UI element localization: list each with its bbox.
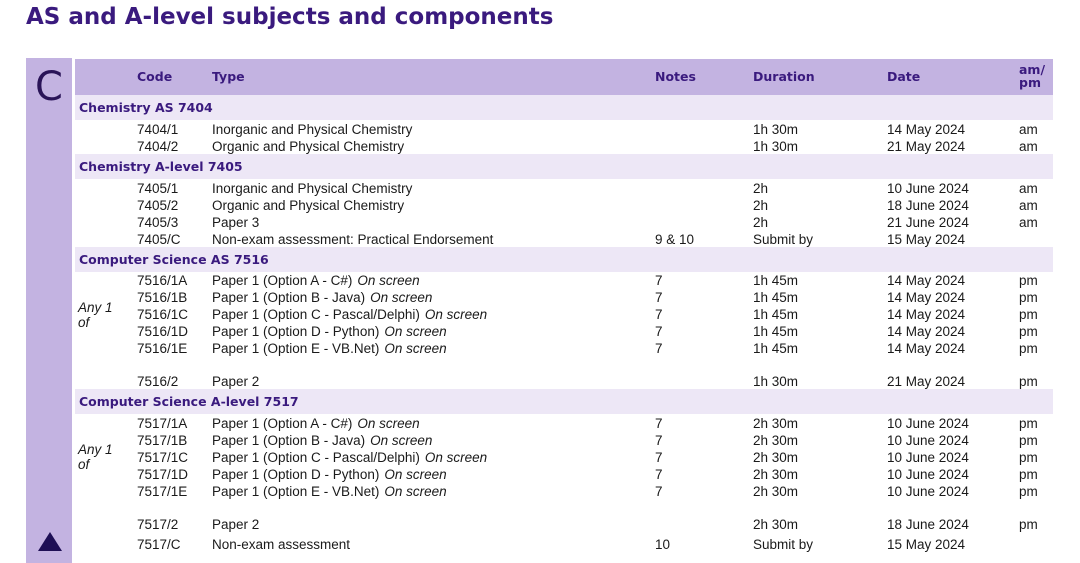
cell-type-text: Paper 1 (Option E - VB.Net) [212, 484, 380, 499]
cell-duration: 1h 45m [753, 273, 799, 288]
cell-date: 14 May 2024 [887, 290, 966, 305]
cell-date: 18 June 2024 [887, 198, 969, 213]
cell-type [212, 415, 420, 432]
cell-ampm: pm [1019, 433, 1038, 448]
table-row [75, 373, 1053, 390]
cell-code: 7405/1 [137, 181, 179, 196]
cell-type [212, 306, 487, 323]
cell-duration: 2h 30m [753, 517, 799, 532]
any-of-line1: Any 1 [78, 300, 113, 315]
cell-ampm: am [1019, 181, 1038, 196]
cell-notes: 7 [655, 433, 663, 448]
cell-duration: 1h 45m [753, 341, 799, 356]
cell-duration: 2h 30m [753, 450, 799, 465]
table-row [75, 138, 1053, 155]
header-ampm [1019, 63, 1045, 89]
section-title: Chemistry AS 7404 [79, 100, 213, 115]
cell-date: 10 June 2024 [887, 484, 969, 499]
cell-type [212, 449, 487, 466]
cell-notes: 7 [655, 484, 663, 499]
cell-code: 7516/1E [137, 341, 188, 356]
table-row [75, 272, 1053, 289]
cell-code: 7516/1D [137, 324, 189, 339]
table-row [75, 323, 1053, 340]
on-screen-label: On screen [424, 450, 488, 465]
cell-duration: 1h 30m [753, 374, 799, 389]
cell-type [212, 340, 447, 357]
table-row [75, 340, 1053, 357]
cell-date: 14 May 2024 [887, 324, 966, 339]
cell-type: Non-exam assessment: Practical Endorsement [212, 232, 494, 247]
cell-type [212, 483, 447, 500]
on-screen-label: On screen [384, 484, 447, 499]
cell-code: 7516/2 [137, 374, 179, 389]
section-header [75, 389, 1053, 414]
cell-ampm: am [1019, 215, 1038, 230]
header-type: Type [212, 69, 245, 84]
on-screen-label: On screen [424, 307, 488, 322]
cell-type: Non-exam assessment [212, 537, 351, 552]
cell-code: 7404/1 [137, 122, 179, 137]
cell-date: 18 June 2024 [887, 517, 969, 532]
table-header [75, 59, 1053, 95]
on-screen-label: On screen [357, 273, 420, 288]
cell-code: 7517/2 [137, 517, 179, 532]
cell-duration: Submit by [753, 537, 814, 552]
cell-type [212, 466, 447, 483]
cell-date: 21 June 2024 [887, 215, 969, 230]
header-code: Code [137, 69, 173, 84]
cell-duration: 1h 30m [753, 139, 799, 154]
cell-code: 7517/1A [137, 416, 188, 431]
cell-duration: 1h 45m [753, 307, 799, 322]
cell-ampm: pm [1019, 484, 1038, 499]
cell-code: 7404/2 [137, 139, 179, 154]
table-row [75, 483, 1053, 500]
cell-type: Paper 3 [212, 215, 260, 230]
cell-ampm: pm [1019, 517, 1038, 532]
table-row [75, 536, 1053, 553]
cell-date: 21 May 2024 [887, 139, 966, 154]
cell-code: 7516/1A [137, 273, 188, 288]
cell-date: 15 May 2024 [887, 232, 966, 247]
cell-date: 10 June 2024 [887, 181, 969, 196]
cell-ampm: pm [1019, 416, 1038, 431]
any-of-line2: of [78, 457, 90, 472]
cell-date: 14 May 2024 [887, 307, 966, 322]
cell-date: 15 May 2024 [887, 537, 966, 552]
cell-date: 10 June 2024 [887, 433, 969, 448]
cell-code: 7405/C [137, 232, 181, 247]
cell-type: Organic and Physical Chemistry [212, 139, 405, 154]
cell-type-text: Paper 1 (Option B - Java) [212, 290, 366, 305]
cell-date: 14 May 2024 [887, 273, 966, 288]
cell-type [212, 272, 420, 289]
table-row [75, 415, 1053, 432]
cell-ampm: pm [1019, 273, 1038, 288]
cell-type: Inorganic and Physical Chemistry [212, 181, 413, 196]
on-screen-label: On screen [357, 416, 420, 431]
on-screen-label: On screen [384, 467, 447, 482]
on-screen-label: On screen [384, 341, 447, 356]
cell-type-text: Paper 1 (Option C - Pascal/Delphi) [212, 450, 420, 465]
section-header [75, 154, 1053, 179]
cell-ampm: pm [1019, 324, 1038, 339]
letter-index-tab [26, 58, 72, 563]
page-title: AS and A-level subjects and components [26, 4, 554, 30]
cell-type-text: Paper 1 (Option B - Java) [212, 433, 366, 448]
header-ampm-line2: pm [1019, 75, 1041, 90]
cell-code: 7516/1C [137, 307, 189, 322]
cell-notes: 7 [655, 290, 663, 305]
cell-duration: 2h 30m [753, 433, 799, 448]
table-row [75, 121, 1053, 138]
index-letter: C [35, 64, 63, 110]
cell-duration: 1h 45m [753, 324, 799, 339]
cell-type: Paper 2 [212, 517, 260, 532]
header-notes: Notes [655, 69, 696, 84]
cell-duration: 1h 30m [753, 122, 799, 137]
cell-duration: 2h 30m [753, 416, 799, 431]
cell-ampm: pm [1019, 307, 1038, 322]
cell-code: 7517/1C [137, 450, 189, 465]
cell-ampm: pm [1019, 341, 1038, 356]
cell-notes: 7 [655, 416, 663, 431]
cell-ampm: pm [1019, 467, 1038, 482]
cell-date: 14 May 2024 [887, 122, 966, 137]
cell-code: 7405/2 [137, 198, 179, 213]
cell-ampm: am [1019, 122, 1038, 137]
cell-notes: 10 [655, 537, 671, 552]
section-title: Computer Science AS 7516 [79, 252, 269, 267]
back-to-top-icon[interactable] [38, 532, 62, 551]
any-of-line2: of [78, 315, 90, 330]
cell-type [212, 289, 432, 306]
table-row [75, 289, 1053, 306]
cell-notes: 7 [655, 273, 663, 288]
cell-code: 7516/1B [137, 290, 188, 305]
table-row [75, 432, 1053, 449]
cell-code: 7405/3 [137, 215, 179, 230]
cell-ampm: am [1019, 198, 1038, 213]
any-one-of-note [78, 300, 113, 330]
cell-notes: 9 & 10 [655, 232, 695, 247]
header-duration: Duration [753, 69, 815, 84]
cell-duration: 2h [753, 198, 769, 213]
section-header [75, 247, 1053, 272]
cell-date: 10 June 2024 [887, 450, 969, 465]
cell-type: Organic and Physical Chemistry [212, 198, 405, 213]
cell-type: Inorganic and Physical Chemistry [212, 122, 413, 137]
cell-type-text: Paper 1 (Option A - C#) [212, 416, 353, 431]
cell-date: 14 May 2024 [887, 341, 966, 356]
cell-type-text: Paper 1 (Option D - Python) [212, 467, 380, 482]
cell-duration: 2h 30m [753, 484, 799, 499]
any-of-line1: Any 1 [78, 442, 113, 457]
cell-type-text: Paper 1 (Option E - VB.Net) [212, 341, 380, 356]
table-row [75, 197, 1053, 214]
table-row [75, 306, 1053, 323]
cell-notes: 7 [655, 307, 663, 322]
cell-code: 7517/1D [137, 467, 189, 482]
cell-code: 7517/C [137, 537, 181, 552]
cell-date: 10 June 2024 [887, 416, 969, 431]
cell-type-text: Paper 1 (Option C - Pascal/Delphi) [212, 307, 420, 322]
cell-type-text: Paper 1 (Option D - Python) [212, 324, 380, 339]
cell-type: Paper 2 [212, 374, 260, 389]
cell-code: 7517/1E [137, 484, 188, 499]
cell-type [212, 323, 447, 340]
cell-ampm: pm [1019, 290, 1038, 305]
cell-notes: 7 [655, 450, 663, 465]
cell-notes: 7 [655, 341, 663, 356]
table-row [75, 466, 1053, 483]
section-header [75, 95, 1053, 120]
cell-duration: 2h 30m [753, 467, 799, 482]
cell-notes: 7 [655, 324, 663, 339]
cell-notes: 7 [655, 467, 663, 482]
cell-duration: 1h 45m [753, 290, 799, 305]
cell-date: 21 May 2024 [887, 374, 966, 389]
cell-duration: Submit by [753, 232, 814, 247]
on-screen-label: On screen [384, 324, 447, 339]
cell-ampm: am [1019, 139, 1038, 154]
cell-type-text: Paper 1 (Option A - C#) [212, 273, 353, 288]
any-one-of-note [78, 442, 113, 472]
on-screen-label: On screen [370, 433, 433, 448]
cell-code: 7517/1B [137, 433, 188, 448]
cell-date: 10 June 2024 [887, 467, 969, 482]
header-date: Date [887, 69, 921, 84]
table-row [75, 231, 1053, 248]
section-title: Chemistry A-level 7405 [79, 159, 243, 174]
cell-ampm: pm [1019, 450, 1038, 465]
cell-duration: 2h [753, 181, 769, 196]
cell-duration: 2h [753, 215, 769, 230]
table-row [75, 516, 1053, 533]
cell-ampm: pm [1019, 374, 1038, 389]
table-row [75, 449, 1053, 466]
table-row [75, 214, 1053, 231]
header-ampm-line1: am/ [1019, 62, 1046, 77]
table-row [75, 180, 1053, 197]
section-title: Computer Science A-level 7517 [79, 394, 299, 409]
on-screen-label: On screen [370, 290, 433, 305]
cell-type [212, 432, 432, 449]
